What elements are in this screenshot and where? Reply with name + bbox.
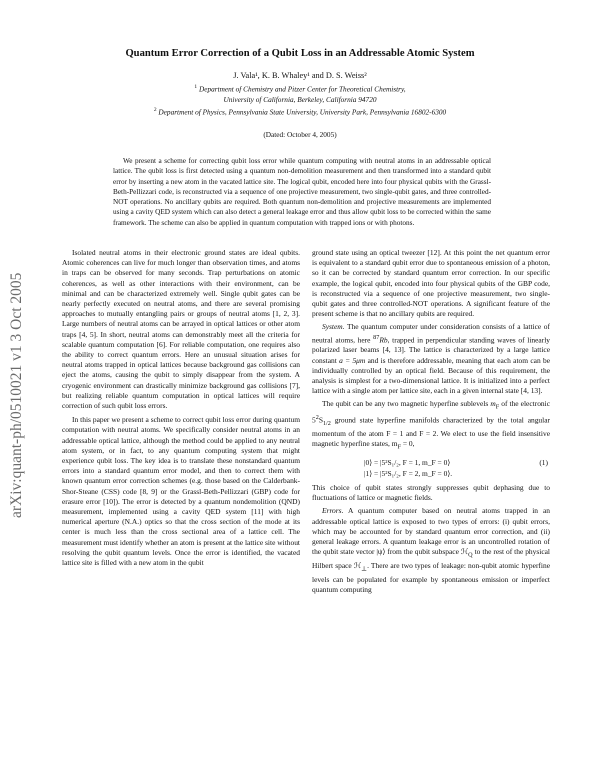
abstract: We present a scheme for correcting qubit loss error while quantum computing with neutral atoms in an addressable optical lattice. The qubit loss is first detected using a quantum non-demolition measurement and then transformed into a standard qubit error by inserting a new atom in the vacated lattice site. The logical qubit, encoded here into four physical qubits with the Grassl-Beth-Pellizzari code, is reconstructed via a sequence of one projective measurement, two single-qubit gates, and three controlled-NOT operations. No ancillary qubits are required. Both quantum non-demolition and projective measurements are implemented using a cavity QED system which can also detect a general leakage error and thus allow qubit loss to be corrected within the same framework. The scheme can also be applied in quantum computation with trapped ions or with photons. <box>113 157 491 227</box>
intro-paragraph-2: In this paper we present a scheme to correct qubit loss error during quantum computation with neutral atoms. We specifically consider neutral atoms in an addressable optical lattice, although the method could be applied to any neutral atom system, or in fact, to any quantum computing system that might experience qubit loss. The key idea is to translate these nonstandard quantum errors into a standard quantum error model, and then to correct them with known quantum error correction schemes (e.g. those based on the Calderbank-Shor-Steane (CSS) code [8, 9] or the Grassl-Beth-Pellizzari (GBP) code for erasure error [10]). The error is detected by a quantum nondemolition (QND) measurement, implemented using a cavity QED system [11] with high numerical aperture (N.A.) optics so that the cross section of the mode at its center is much less than the cross sectional area of a lattice cell. The measurement must identify whether an atom is present at the lattice site without resolving the qubit quantum levels. Once the error is identified, the vacated lattice site is filled with a new atom in the qubit <box>62 415 300 568</box>
equation-line-qubit-0: |0⟩ = |5²S₁/₂, F = 1, m_F = 0⟩ <box>364 458 451 468</box>
qubit-paragraph: The qubit can be any two magnetic hyperfine sublevels $m_F$ of the electronic $5^2S_{1/2}$ ground state hyperfine manifolds characterized by the total angular momentum of the atom F = 1 and F = 2. We elect to use the field insensitive magnetic hyperfine states, $m_F = 0$, <box>312 399 550 451</box>
affiliations <box>60 82 540 117</box>
intro-paragraph-1: Isolated neutral atoms in their electronic ground states are ideal qubits. Atomic coherences can live for much longer than observation times, and atoms in traps can be observed for many seconds. Trap perturbations on atomic coherences, as well as other interactions with their environment, can be minimal and can be characterized extremely well. Single qubit gates can be nearly perfectly executed on neutral atoms, and there are several promising approaches to mutually entangling pairs or groups of neutral atoms [1, 2, 3]. Large numbers of neutral atoms can be arrayed in optical lattices or other atom traps [4, 5]. In short, neutral atoms can demonstrably meet all the criteria for scalable quantum computation [6]. For reliable computation, one requires also the ability to correct quantum errors. Here an unusual situation arises for neutral atoms trapped in optical lattices because background gas collisions can eject the atoms, causing the qubit to simply disappear from the system. A cryogenic environment can drastically minimize background gas collisions [7], but realizing reliable quantum computation in optical lattices will require correction of such qubit loss errors. <box>62 248 300 411</box>
errors-heading: Errors. <box>322 506 344 516</box>
equation-number: (1) <box>539 458 548 468</box>
author-list: J. Vala¹, K. B. Whaley¹ and D. S. Weiss² <box>233 71 367 80</box>
right-paragraph-1: ground state using an optical tweezer [12]. At this point the net quantum error is equivalent to a standard qubit error due to spontaneous emission of a photon, so it can be corrected by standard quantum error correction. In our specific example, the logical qubit, encoded into four physical qubits of the GBP code, is reconstructed via a sequence of one projective measurement, two single-qubit gates and three controlled-NOT operations. A significant feature of the present scheme is that no ancillary qubits are required. <box>312 248 550 319</box>
errors-paragraph: Errors. A quantum computer based on neutral atoms trapped in an addressable optical lattice is exposed to two types of errors: (i) qubit errors, which may be accounted for by standard quantum error correction, and (ii) general leakage errors. A quantum leakage error is an uncontrolled rotation of the qubit state vector |ψ⟩ from the qubit subspace ℋ$_Q$ to the rest of the physical Hilbert space ℋ$_\perp$. There are two types of leakage: non-qubit atomic hyperfine levels can be populated for example by spontaneous emission or imperfect quantum computing <box>312 506 550 594</box>
equation-line-qubit-1: |1⟩ = |5²S₁/₂, F = 2, m_F = 0⟩. <box>364 469 453 479</box>
arxiv-identifier: arXiv:quant-ph/0510021 v1 3 Oct 2005 <box>8 272 25 518</box>
left-column <box>62 248 300 571</box>
equation-1 <box>312 457 550 479</box>
affiliation-2: $^2$ Department of Physics, Pennsylvania State University, University Park, Pennsylvania 16802-6300 <box>153 106 447 117</box>
system-paragraph: System. The quantum computer under consideration consists of a lattice of neutral atoms, here $^{87}$Rb, trapped in perpendicular standing waves of linearly polarized laser beams [4, 13]. The lattice is characterized by a large lattice constant a = 5μm and is therefore addressable, meaning that each atom can be individually controlled by an optical field. Because of this requirement, the analysis is simplest for a two-dimensional lattice. It is initialized into a perfect lattice with a single atom per lattice site, each in a given internal state [4, 13]. <box>312 322 550 396</box>
paper-title: Quantum Error Correction of a Qubit Loss in an Addressable Atomic System <box>125 48 475 59</box>
date-line: (Dated: October 4, 2005) <box>263 130 337 139</box>
affiliation-1: $^1$ Department of Chemistry and Pitzer Center for Theoretical Chemistry, University of California, Berkeley, California 94720 <box>194 84 406 104</box>
dephasing-paragraph: This choice of qubit states strongly suppresses qubit dephasing due to fluctuations of lattice or magnetic fields. <box>312 483 550 503</box>
right-column <box>312 248 550 598</box>
system-heading: System. <box>322 322 345 332</box>
